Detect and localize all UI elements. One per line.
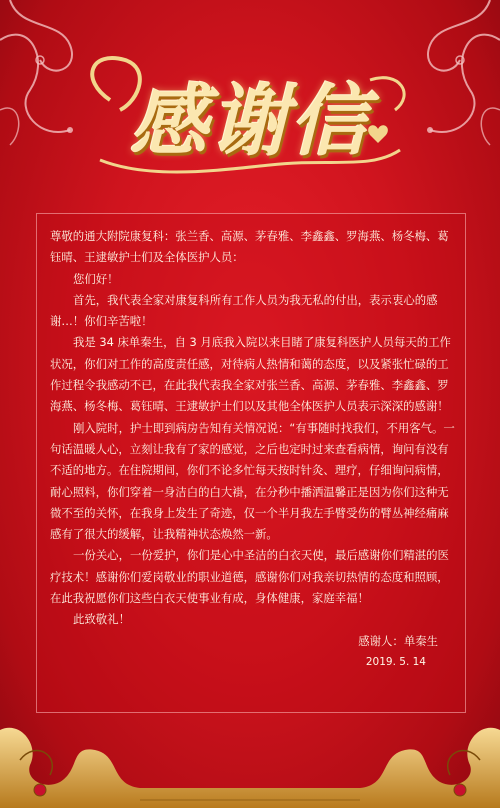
- letter-greeting: 您们好！: [73, 271, 119, 286]
- letter-signature: 感谢人：单秦生: [358, 633, 438, 648]
- letter-paragraph: 我是 34 床单秦生，自 3 月底我入院以来目睹了康复科医护人员每天的工作状况，你们对工作的高度责任感，对待病人热情和蔼的态度，以及紧张忙碌的工作过程令我感动不已，在此我代表我全家对张兰香、高源、茅春雅、李鑫鑫、罗海燕、杨冬梅、葛钰晴、王逮敏护士们以及其他全体医护人员表示深深的感谢！: [50, 335, 451, 414]
- bottom-gold-ornament: [0, 690, 500, 808]
- letter-closing: 此致敬礼！: [73, 612, 130, 627]
- title-artwork: [70, 40, 430, 190]
- letter-paragraph: 刚入院时，护士即到病房告知有关情况说：“有事随时找我们，不用客气。一句话温暖人心，立刻让我有了家的感觉，之后也定时过来查看病情，询问有没有不适的地方。在住院期间，你们不论多忙每天按时针灸、理疗，仔细询问病情，耐心照料，你们穿着一身洁白的白大褂，在分秒中播洒温馨正是因为你们这种无微不至的关怀，在我身上发生了奇迹，仅一个半月我左手臂受伤的臂丛神经痛麻感有了很大的缓解，让我精神状态焕然一新。: [50, 420, 455, 542]
- letter-title: 感谢信: [129, 76, 370, 167]
- letter-paragraph: 首先，我代表全家对康复科所有工作人员为我无私的付出，表示衷心的感谢…！你们辛苦啦！: [50, 292, 438, 329]
- letter-body: [50, 226, 460, 673]
- letter-salutation: 尊敬的通大附院康复科：张兰香、高源、茅春雅、李鑫鑫、罗海燕、杨冬梅、葛钰晴、王逮敏护士们及全体医护人员：: [50, 229, 449, 265]
- letter-date: 2019. 5. 14: [365, 655, 426, 668]
- letter-paragraph: 一份关心，一份爱护，你们是心中圣洁的白衣天使，最后感谢你们精湛的医疗技术！感谢你们爱岗敬业的职业道德，感谢你们对我亲切热情的态度和照顾，在此我祝愿你们这些白衣天使事业有成，身体健康，家庭幸福！: [50, 548, 449, 606]
